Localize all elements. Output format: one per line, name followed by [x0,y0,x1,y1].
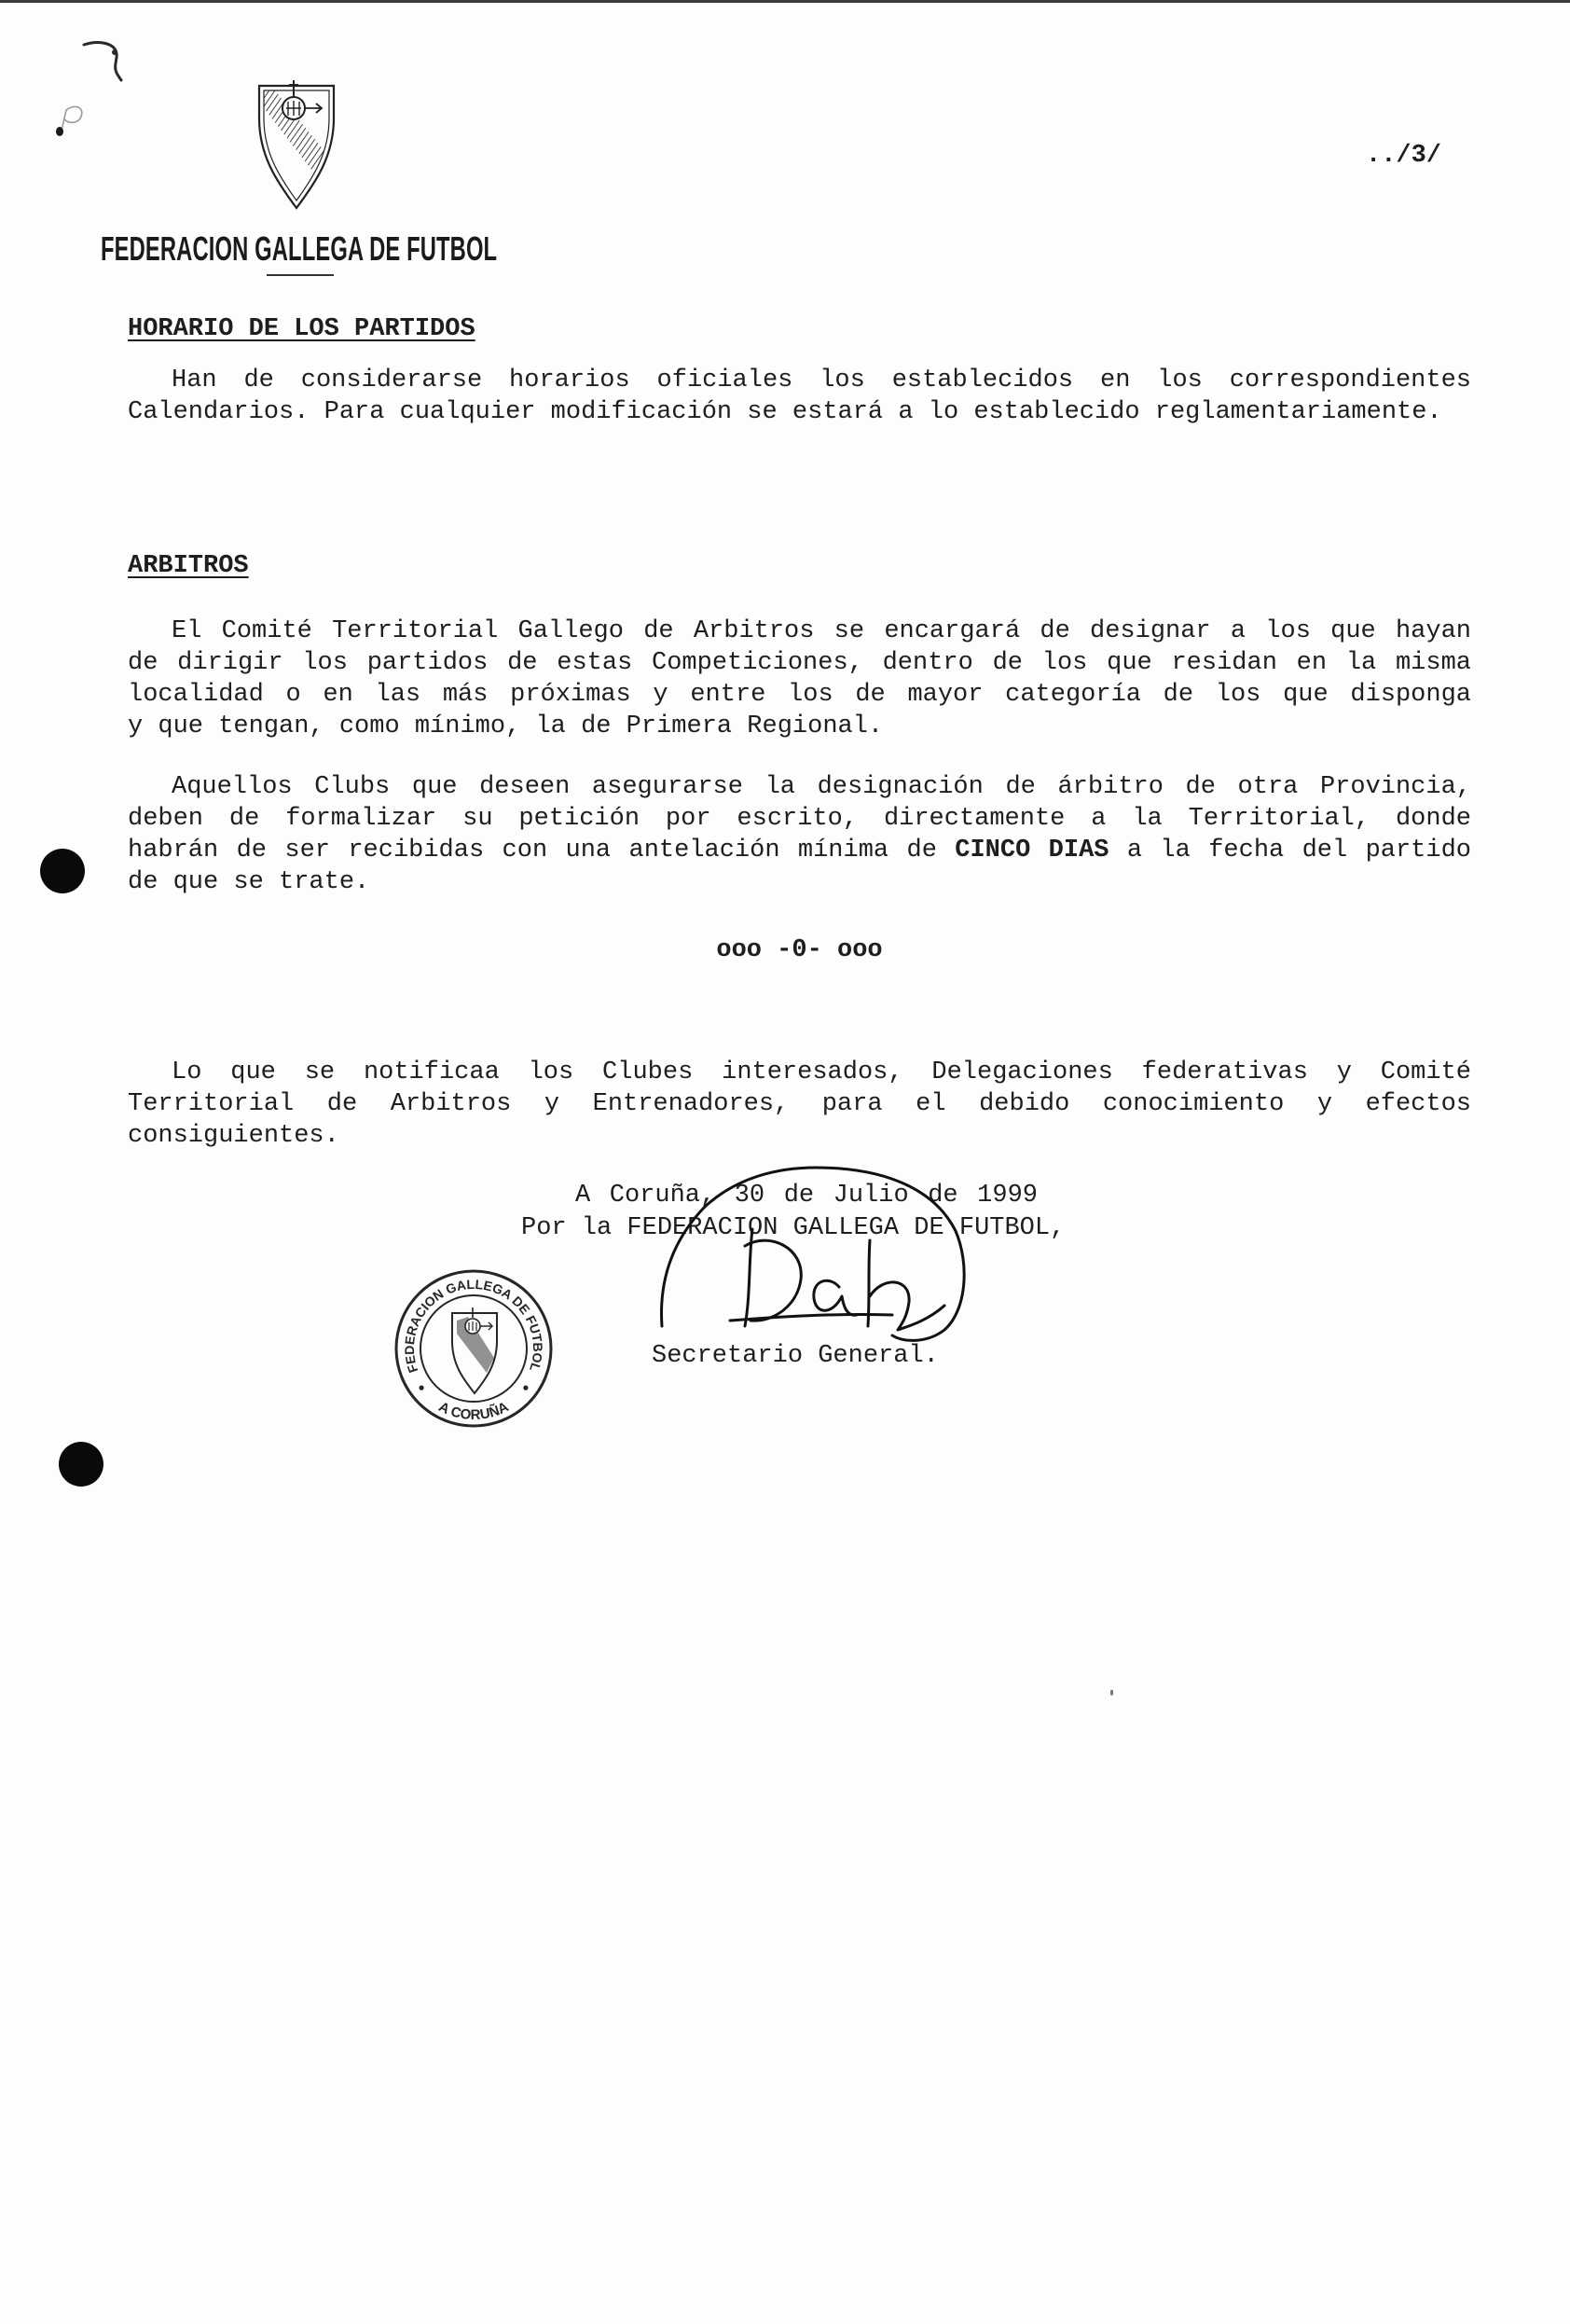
stamp-bottom-text: A CORUÑA [435,1398,512,1424]
paragraph-line: de dirigir los partidos de estas Competiciones, dentro de los que residan en la misma [128,649,1471,677]
line-text: a la fecha del partido [1126,837,1471,865]
paragraph-arbitros-request [128,771,1471,898]
stray-pen-marks [47,37,140,149]
stamp-top-text: FEDERACION GALLEGA DE FUTBOL [401,1276,546,1376]
page-number: ../3/ [1366,142,1442,170]
on-behalf-of: Por la FEDERACION GALLEGA DE FUTBOL, [521,1214,1066,1242]
paragraph-horario [128,365,1471,428]
section-heading-horario: HORARIO DE LOS PARTIDOS [128,315,475,343]
paragraph-line: Territorial de Arbitros y Entrenadores, para el debido conocimiento y efectos [128,1090,1471,1118]
paragraph-line: Calendarios. Para cualquier modificación se estará a lo establecido reglamentariamente. [128,398,1442,426]
paragraph-line [128,835,1471,866]
paragraph-line: deben de formalizar su petición por escrito, directamente a la Territorial, donde [128,805,1471,833]
signatory-title: Secretario General. [652,1342,939,1370]
paragraph-line: y que tengan, como mínimo, la de Primera Regional. [128,712,884,740]
paragraph-closing [128,1057,1471,1152]
section-heading-arbitros: ARBITROS [128,552,249,580]
paragraph-line: de que se trate. [128,868,370,896]
federation-seal-stamp [390,1265,558,1432]
scan-top-edge [0,0,1570,3]
federation-shield-emblem-icon [255,78,338,211]
letterhead-organization: FEDERACION GALLEGA DE FUTBOL [101,229,498,268]
emphasized-deadline: CINCO DIAS [955,837,1109,865]
punch-hole [59,1442,103,1487]
punch-hole [40,849,85,893]
paragraph-line: consiguientes. [128,1122,339,1150]
paragraph-arbitros-designation [128,616,1471,742]
handwritten-signature [648,1156,984,1352]
section-separator: ooo -0- ooo [716,936,883,964]
paragraph-line: localidad o en las más próximas y entre los de mayor categoría de los que disponga [128,681,1471,709]
paragraph-line: Lo que se notificaa los Clubes interesados, Delegaciones federativas y Comité [172,1058,1471,1086]
place-and-date: A Coruña, 30 de Julio de 1999 [575,1182,1038,1210]
paragraph-line: Han de considerarse horarios oficiales los establecidos en los correspondientes [172,367,1471,394]
stamp-shield-icon [452,1307,497,1393]
paragraph-line: Aquellos Clubs que deseen asegurarse la designación de árbitro de otra Provincia, [172,773,1471,801]
paragraph-line: El Comité Territorial Gallego de Arbitros se encargará de designar a los que hayan [172,617,1471,645]
letterhead-rule [267,274,334,276]
line-text: habrán de ser recibidas con una antelación mínima de [128,837,937,865]
scan-speck [1110,1690,1113,1695]
